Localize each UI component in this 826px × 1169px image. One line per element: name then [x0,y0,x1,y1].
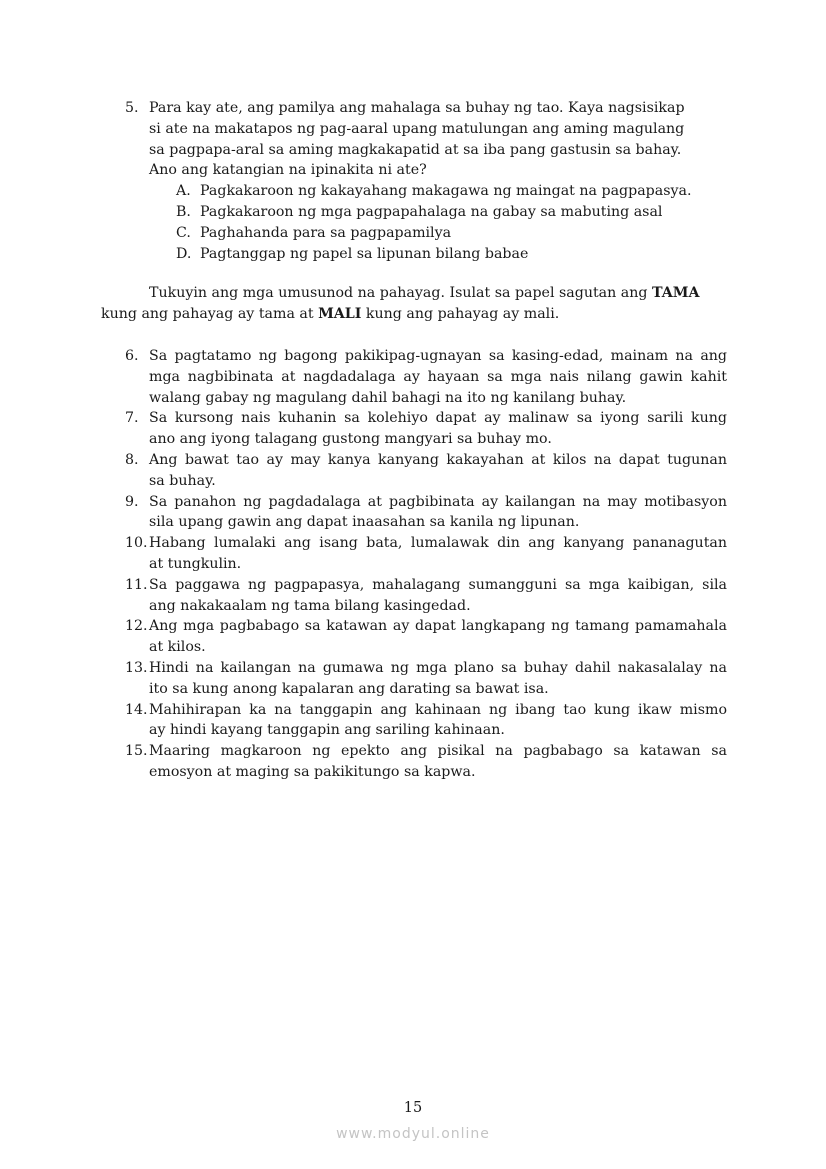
option-letter: D. [176,245,192,262]
tama-keyword: TAMA [651,285,700,301]
option-letter: A. [176,183,191,200]
list-item [101,658,727,700]
question-line: Para kay ate, ang pamilya ang mahalaga sa buhay ng tao. Kaya nagsisikap [149,100,685,116]
list-item [101,616,727,658]
instructions [101,283,741,325]
item-line: Maaring magkaroon ng epekto ang pisikal na pagbabago sa katawan sa [149,743,727,760]
item-line: sa buhay. [149,472,216,489]
item-line: Sa paggawa ng pagpapasya, mahalagang sumangguni sa mga kaibigan, sila [149,576,727,593]
item-line: mga nagbibinata at nagdadalaga ay hayaan sa mga nais nilang gawin kahit [149,368,727,385]
item-number: 10. [125,535,148,552]
option-a [101,181,741,202]
item-line: Ang bawat tao ay may kanya kanyang kakayahan at kilos na dapat tugunan [149,451,727,468]
list-item [101,346,727,408]
item-number: 11. [125,576,148,593]
item-line: at kilos. [149,639,206,656]
list-item [101,700,727,742]
question-number: 5. [125,100,139,116]
instructions-text: kung ang pahayag ay tama at [101,305,319,322]
item-number: 6. [125,348,139,364]
mali-keyword: MALI [318,305,362,322]
item-line: Hindi na kailangan na gumawa ng mga plano sa buhay dahil nakasalalay na [149,659,727,676]
item-number: 15. [125,743,148,760]
option-text: Pagkakaroon ng mga pagpapahalaga na gabay sa mabuting asal [200,203,663,220]
list-item [101,450,727,492]
item-line: sila upang gawin ang dapat inaasahan sa kanila ng lipunan. [149,514,580,531]
watermark: www.modyul.online [336,1126,490,1142]
item-line: Sa pagtatamo ng bagong pakikipag-ugnayan sa kasing-edad, mainam na ang [149,348,727,364]
instructions-text: Tukuyin ang mga umusunod na pahayag. Isulat sa papel sagutan ang [149,285,652,301]
option-letter: C. [176,224,191,241]
instructions-text: kung ang pahayag ay mali. [361,305,560,322]
page-number: 15 [403,1100,423,1116]
option-b [101,202,741,223]
question-5-stem [101,98,741,181]
question-line: Ano ang katangian na ipinakita ni ate? [149,162,427,179]
list-item [101,408,727,450]
list-item [101,533,727,575]
item-line: Ang mga pagbabago sa katawan ay dapat langkapang ng tamang pamamahala [149,618,727,635]
item-line: ay hindi kayang tanggapin ang sariling kahinaan. [149,722,505,739]
list-item [101,741,727,783]
true-false-items [101,346,727,783]
option-c [101,223,741,244]
item-line: walang gabay ng magulang dahil bahagi na ito ng kanilang buhay. [149,389,627,406]
item-line: ano ang iyong talagang gustong mangyari sa buhay mo. [149,431,552,448]
list-item [101,575,727,617]
item-line: emosyon at maging sa pakikitungo sa kapwa. [149,763,476,780]
item-line: Sa panahon ng pagdadalaga at pagbibinata ay kailangan na may motibasyon [149,493,727,510]
item-number: 7. [125,410,139,427]
option-letter: B. [176,203,191,220]
item-number: 12. [125,618,148,635]
item-number: 8. [125,451,139,468]
question-line: sa pagpapa-aral sa aming magkakapatid at sa iba pang gastusin sa bahay. [149,141,682,158]
item-line: ito sa kung anong kapalaran ang darating sa bawat isa. [149,680,549,697]
option-text: Pagkakaroon ng kakayahang makagawa ng maingat na pagpapasya. [200,183,692,200]
option-text: Paghahanda para sa pagpapamilya [200,224,452,241]
question-line: si ate na makatapos ng pag-aaral upang matulungan ang aming magulang [149,120,685,137]
option-d [101,244,741,265]
item-number: 13. [125,659,148,676]
item-line: Mahihirapan ka na tanggapin ang kahinaan ng ibang tao kung ikaw mismo [149,701,727,718]
item-line: ang nakakaalam ng tama bilang kasingedad. [149,597,471,614]
item-line: Habang lumalaki ang isang bata, lumalawak din ang kanyang pananagutan [149,535,727,552]
option-text: Pagtanggap ng papel sa lipunan bilang babae [200,245,529,262]
item-line: Sa kursong nais kuhanin sa kolehiyo dapat ay malinaw sa iyong sarili kung [149,410,727,427]
question-5 [101,98,741,264]
item-line: at tungkulin. [149,555,242,572]
item-number: 9. [125,493,139,510]
item-number: 14. [125,701,148,718]
list-item [101,492,727,534]
